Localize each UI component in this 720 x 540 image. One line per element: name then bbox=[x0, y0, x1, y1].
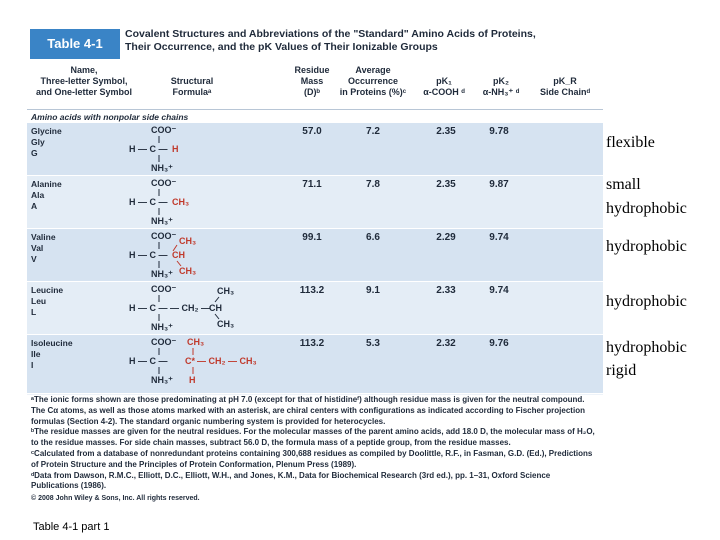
annotation-hydrophobic: hydrophobic bbox=[606, 293, 687, 310]
structural-formula bbox=[97, 230, 297, 280]
svg-text:H — C —: H — C — bbox=[129, 356, 168, 366]
annotation-hydrophobic: hydrophobic bbox=[606, 238, 687, 255]
svg-text:CH₃: CH₃ bbox=[179, 266, 197, 276]
residue-mass: 57.0 bbox=[302, 126, 322, 137]
annotation-flexible: flexible bbox=[606, 134, 655, 151]
section-label: Amino acids with nonpolar side chains bbox=[27, 109, 603, 124]
svg-text:COO⁻: COO⁻ bbox=[151, 337, 177, 347]
svg-text:H — C —: H — C — bbox=[129, 197, 168, 207]
structural-formula bbox=[97, 283, 297, 333]
pk2-value: 9.74 bbox=[489, 232, 509, 243]
pk2-value: 9.87 bbox=[489, 179, 509, 190]
svg-text:CH₃: CH₃ bbox=[217, 319, 235, 329]
svg-text:CH₃: CH₃ bbox=[187, 337, 205, 347]
svg-text:CH: CH bbox=[209, 303, 222, 313]
svg-text:CH₃: CH₃ bbox=[217, 286, 235, 296]
svg-text:CH: CH bbox=[172, 250, 185, 260]
pk1-value: 2.32 bbox=[436, 338, 456, 349]
svg-text:COO⁻: COO⁻ bbox=[151, 125, 177, 135]
copyright: © 2008 John Wiley & Sons, Inc. All rights reserved. bbox=[31, 495, 200, 503]
title-line-2: Their Occurrence, and the pK Values of Their Ionizable Groups bbox=[125, 41, 438, 53]
header-mass: Residue Mass (D)ᵇ bbox=[294, 65, 330, 97]
svg-text:NH₃⁺: NH₃⁺ bbox=[151, 216, 173, 226]
pk1-value: 2.33 bbox=[436, 285, 456, 296]
occurrence: 5.3 bbox=[366, 338, 380, 349]
header-pk2: pK₂ α-NH₃⁺ ᵈ bbox=[482, 76, 520, 97]
svg-text:C*: C* bbox=[185, 356, 196, 366]
residue-mass: 71.1 bbox=[302, 179, 322, 190]
svg-text:H: H bbox=[172, 144, 179, 154]
column-headers bbox=[27, 65, 603, 109]
residue-mass: 113.2 bbox=[299, 338, 325, 349]
title-line-1: Covalent Structures and Abbreviations of the "Standard" Amino Acids of Proteins, bbox=[125, 28, 536, 40]
amino-acid-name: Alanine Ala A bbox=[31, 179, 62, 211]
residue-mass: 113.2 bbox=[299, 285, 325, 296]
structural-formula bbox=[97, 177, 297, 227]
structural-formula bbox=[97, 124, 297, 174]
occurrence: 6.6 bbox=[366, 232, 380, 243]
table-footnotes: ᵃThe ionic forms shown are those predominating at pH 7.0 (except for that of histidineᶠ) although residue mass is given for the neutral compound. The Cα atoms, as well as those atoms marked with an asterisk, are chiral centers with configurations as indicated according to Fischer projection formulas (Section 4-2). The standard organic numbering system is provided for heterocycles. ᵇThe residue masses are given for the neutral residues. For the molecular masses of the parent amino acids, add 18.0 D, the molecular mass of H₂O, to the residue masses. For side chain masses, subtract 56.0 D, the formula mass of a peptide group, from the residue masses. ᶜCalculated from a database of nonredundant proteins containing 300,688 residues as compiled by Doolittle, R.F., in Fasman, G.D. (Ed.), Predictions of Protein Structure and the Principles of Protein Conformation, Plenum Press (1989). ᵈData from Dawson, R.M.C., Elliott, D.C., Elliott, W.H., and Jones, K.M., Data for Biochemical Research (3rd ed.), pp. 1–31, Oxford Science Publications (1986). © 2008 John Wiley & Sons, Inc. All rights reserved. bbox=[27, 395, 603, 518]
table-row-isoleucine bbox=[27, 335, 603, 394]
table-row-leucine bbox=[27, 282, 603, 335]
svg-text:NH₃⁺: NH₃⁺ bbox=[151, 269, 173, 279]
svg-text:COO⁻: COO⁻ bbox=[151, 178, 177, 188]
svg-text:NH₃⁺: NH₃⁺ bbox=[151, 375, 173, 385]
svg-text:COO⁻: COO⁻ bbox=[151, 284, 177, 294]
table-row-alanine bbox=[27, 176, 603, 229]
table-row-glycine bbox=[27, 123, 603, 176]
occurrence: 7.2 bbox=[366, 126, 380, 137]
amino-acid-name: Glycine Gly G bbox=[31, 126, 62, 158]
header-pkr: pK_R Side Chainᵈ bbox=[539, 76, 591, 97]
svg-text:CH₃: CH₃ bbox=[172, 197, 190, 207]
slide-caption: Table 4-1 part 1 bbox=[33, 521, 110, 533]
amino-acid-name: Valine Val V bbox=[31, 232, 56, 264]
pk1-value: 2.35 bbox=[436, 179, 456, 190]
annotation-rigid: rigid bbox=[606, 362, 637, 379]
header-formula: Structural Formulaᵃ bbox=[170, 76, 214, 97]
header-name: Name, Three-letter Symbol, and One-letter Symbol bbox=[35, 65, 133, 97]
amino-acid-name: Isoleucine Ile I bbox=[31, 338, 73, 370]
svg-text:H — C —: H — C — bbox=[129, 250, 168, 260]
svg-text:CH₃: CH₃ bbox=[179, 236, 197, 246]
occurrence: 7.8 bbox=[366, 179, 380, 190]
header-occurrence: Average Occurrence in Proteins (%)ᶜ bbox=[339, 65, 407, 97]
structural-formula bbox=[97, 336, 297, 386]
pk2-value: 9.78 bbox=[489, 126, 509, 137]
annotation-hydrophobic: hydrophobic bbox=[606, 339, 687, 356]
amino-acid-table bbox=[27, 25, 603, 518]
table-badge: Table 4-1 bbox=[30, 29, 120, 59]
table-row-valine bbox=[27, 229, 603, 282]
svg-text:COO⁻: COO⁻ bbox=[151, 231, 177, 241]
svg-text:H — C —: H — C — bbox=[129, 144, 168, 154]
occurrence: 9.1 bbox=[366, 285, 380, 296]
svg-text:H — C —: H — C — bbox=[129, 303, 168, 313]
table-header bbox=[27, 25, 603, 65]
pk1-value: 2.35 bbox=[436, 126, 456, 137]
svg-text:— CH₂ — CH₃: — CH₂ — CH₃ bbox=[197, 356, 257, 366]
table-title bbox=[125, 28, 595, 54]
amino-acid-name: Leucine Leu L bbox=[31, 285, 64, 317]
svg-text:— CH₂ —: — CH₂ — bbox=[170, 303, 210, 313]
pk2-value: 9.76 bbox=[489, 338, 509, 349]
header-pk1: pK₁ α-COOH ᵈ bbox=[423, 76, 465, 97]
pk1-value: 2.29 bbox=[436, 232, 456, 243]
svg-text:NH₃⁺: NH₃⁺ bbox=[151, 322, 173, 332]
annotation-hydrophobic: hydrophobic bbox=[606, 200, 687, 217]
pk2-value: 9.74 bbox=[489, 285, 509, 296]
svg-text:H: H bbox=[189, 375, 196, 385]
residue-mass: 99.1 bbox=[302, 232, 322, 243]
svg-text:NH₃⁺: NH₃⁺ bbox=[151, 163, 173, 173]
annotation-small: small bbox=[606, 176, 641, 193]
